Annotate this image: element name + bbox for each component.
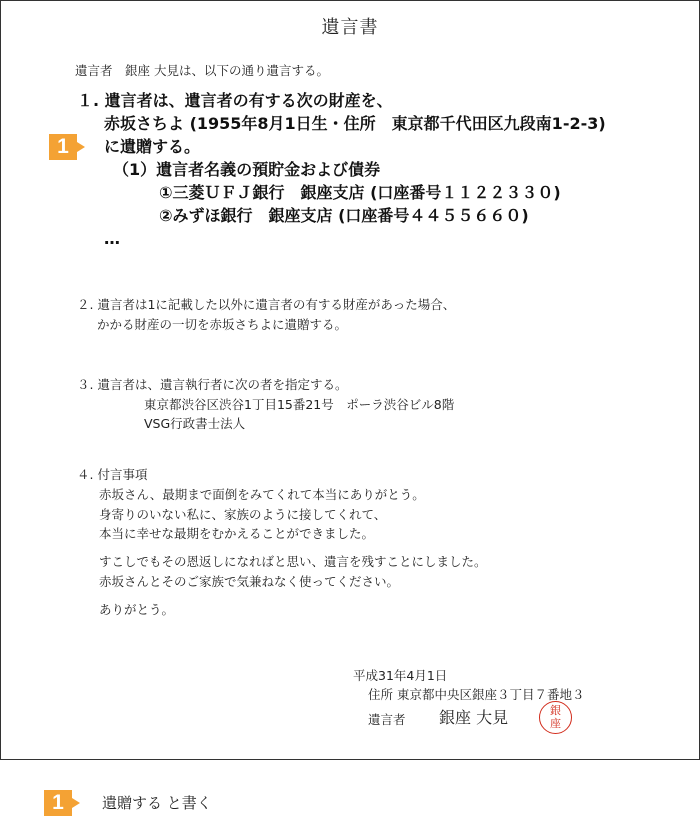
testator-label: 遺言者 — [368, 712, 406, 727]
clause3-line3: VSG行政書士法人 — [144, 416, 246, 431]
clause4-line2: 身寄りのいない私に、家族のように接してくれて、 — [99, 507, 387, 522]
clause4-line5: 赤坂さんとそのご家族で気兼ねなく使ってください。 — [99, 574, 400, 589]
clause1-line1: １. 遺言者は、遺言者の有する次の財産を、 — [77, 91, 393, 110]
annotation-marker-1: 1 — [49, 134, 77, 160]
signature-address: 住所 東京都中央区銀座３丁目７番地３ — [368, 687, 585, 702]
clause1-line3: に遺贈する。 — [104, 137, 201, 156]
seal-char-bottom: 座 — [550, 717, 561, 730]
seal-char-top: 銀 — [550, 704, 561, 717]
intro-text: 遺言者 銀座 大見は、以下の通り遺言する。 — [75, 63, 329, 78]
clause1-sub-heading: （1）遺言者名義の預貯金および債券 — [113, 160, 381, 179]
personal-seal-stamp — [539, 701, 572, 734]
annotation-legend-marker: 1 — [44, 790, 72, 816]
clause2-line1: ２. 遺言者は1に記載した以外に遺言者の有する財産があった場合、 — [77, 297, 456, 312]
clause4-line6: ありがとう。 — [99, 602, 175, 617]
clause1-line2: 赤坂さちよ (1955年8月1日生・住所 東京都千代田区九段南1-2-3) — [104, 114, 606, 133]
clause1-ellipsis: … — [104, 229, 120, 248]
clause1-item1: ①三菱ＵＦＪ銀行 銀座支店 (口座番号１１２２３３０) — [159, 183, 561, 202]
document-title: 遺言書 — [321, 17, 379, 38]
testator-name: 銀座 大見 — [439, 708, 509, 727]
clause3-line2: 東京都渋谷区渋谷1丁目15番21号 ポーラ渋谷ビル8階 — [144, 397, 455, 412]
clause2-line2: かかる財産の一切を赤坂さちよに遺贈する。 — [97, 317, 348, 332]
annotation-legend-label: 遺贈する と書く — [102, 794, 212, 812]
clause4-line1: 赤坂さん、最期まで面倒をみてくれて本当にありがとう。 — [99, 487, 425, 502]
clause4-line4: すこしでもその恩返しになればと思い、遺言を残すことにしました。 — [99, 554, 487, 569]
clause4-line3: 本当に幸せな最期をむかえることができました。 — [99, 526, 375, 541]
clause4-heading: ４. 付言事項 — [77, 467, 148, 482]
clause1-item2: ②みずほ銀行 銀座支店 (口座番号４４５５６６０) — [159, 206, 529, 225]
signature-date: 平成31年4月1日 — [353, 668, 448, 683]
clause3-line1: ３. 遺言者は、遺言執行者に次の者を指定する。 — [77, 377, 348, 392]
